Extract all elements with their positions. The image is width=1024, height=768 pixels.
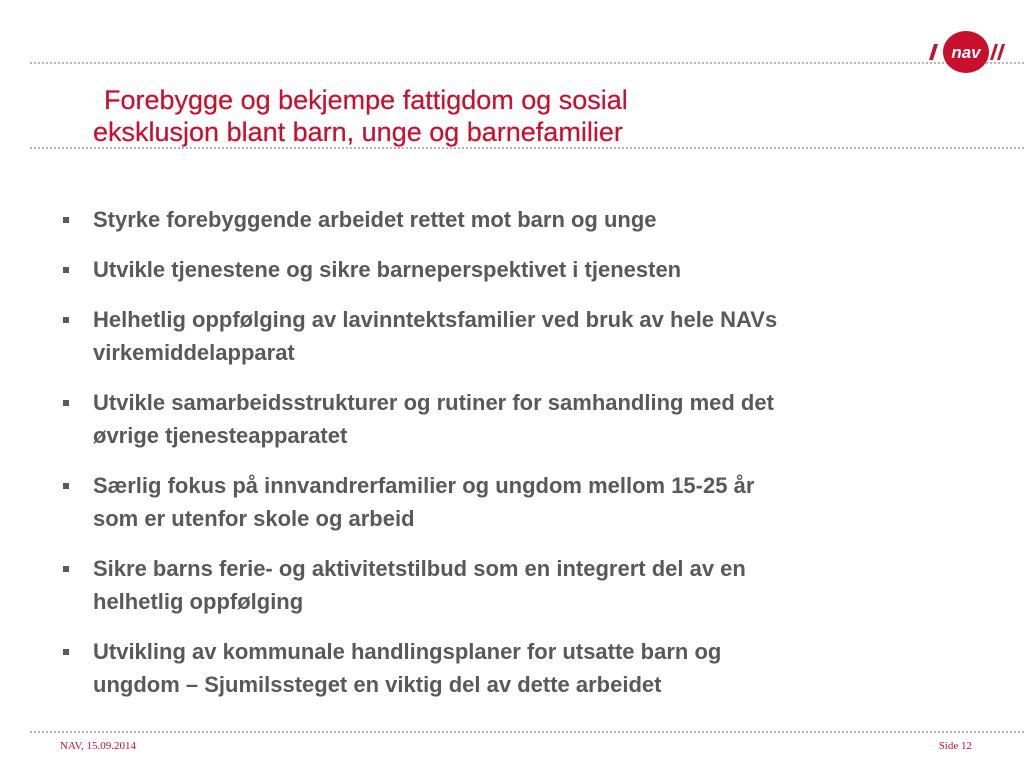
- footer-divider: [30, 731, 1024, 733]
- logo-text: nav: [951, 43, 981, 62]
- bullet-item: [60, 253, 1000, 286]
- bullet-text-line-2: ungdom – Sjumilssteget en viktig del av dette arbeidet: [93, 672, 662, 697]
- footer-date: NAV, 15.09.2014: [60, 740, 136, 752]
- title-line-1: Forebygge og bekjempe fattigdom og sosial: [104, 85, 628, 115]
- bullet-item: [60, 386, 1000, 452]
- bullet-text-line-2: virkemiddelapparat: [93, 340, 295, 365]
- bullet-item: [60, 203, 1000, 236]
- square-bullet-icon: [63, 400, 69, 406]
- title-line-2: eksklusjon blant barn, unge og barnefamilier: [93, 117, 623, 147]
- square-bullet-icon: [63, 649, 69, 655]
- title-divider: [30, 147, 1024, 149]
- slide-title: [93, 84, 913, 148]
- bullet-text-line-2: som er utenfor skole og arbeid: [93, 506, 415, 531]
- square-bullet-icon: [63, 317, 69, 323]
- bullet-item: [60, 303, 1000, 369]
- bullet-item: [60, 469, 1000, 535]
- square-bullet-icon: [63, 566, 69, 572]
- bullet-item: [60, 635, 1000, 701]
- bullet-item: [60, 552, 1000, 618]
- square-bullet-icon: [63, 267, 69, 273]
- bullet-text-line-1: Utvikle samarbeidsstrukturer og rutiner for samhandling med det: [93, 390, 774, 415]
- page-number: Side 12: [938, 740, 972, 752]
- bullet-text-line-1: Sikre barns ferie- og aktivitetstilbud som en integrert del av en: [93, 556, 746, 581]
- bullet-text-line-2: helhetlig oppfølging: [93, 589, 304, 614]
- bullet-text-line-1: Utvikle tjenestene og sikre barneperspektivet i tjenesten: [93, 257, 682, 282]
- square-bullet-icon: [63, 483, 69, 489]
- nav-logo: [926, 22, 1006, 74]
- bullet-list: [60, 203, 1000, 718]
- bullet-text-line-1: Særlig fokus på innvandrerfamilier og ungdom mellom 15-25 år: [93, 473, 755, 498]
- bullet-text-line-1: Helhetlig oppfølging av lavinntektsfamilier ved bruk av hele NAVs: [93, 307, 778, 332]
- bullet-text-line-1: Utvikling av kommunale handlingsplaner for utsatte barn og: [93, 639, 722, 664]
- top-divider: [30, 62, 1024, 64]
- bullet-text-line-2: øvrige tjenesteapparatet: [93, 423, 348, 448]
- square-bullet-icon: [63, 217, 69, 223]
- bullet-text-line-1: Styrke forebyggende arbeidet rettet mot barn og unge: [93, 207, 657, 232]
